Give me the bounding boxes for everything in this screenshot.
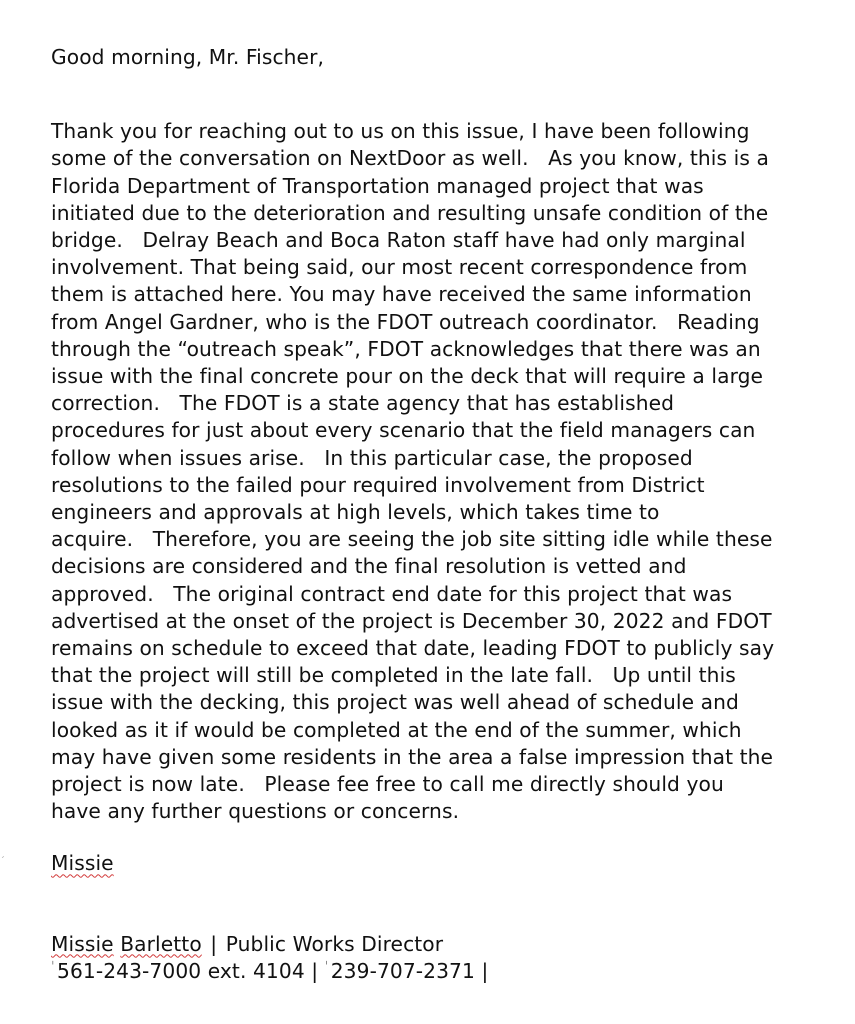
body-line: some of the conversation on NextDoor as well. As you know, this is a bbox=[51, 146, 769, 171]
body-line: them is attached here. You may have received the same information bbox=[51, 282, 752, 307]
phone-icon: ˈ bbox=[51, 959, 55, 975]
body-line: issue with the final concrete pour on the deck that will require a large bbox=[51, 364, 764, 389]
mobile-phone-icon: ˈ bbox=[324, 959, 329, 975]
body-line: approved. The original contract end date for this project that was bbox=[51, 581, 733, 606]
margin-artifact-icon: ˊ bbox=[0, 856, 5, 867]
body-line: procedures for just about every scenario that the field managers can bbox=[51, 418, 756, 443]
body-line: looked as it if would be completed at the end of the summer, which bbox=[51, 717, 742, 742]
body-line: engineers and approvals at high levels, which takes time to bbox=[51, 500, 660, 525]
signature-last-name: Barletto bbox=[120, 931, 202, 956]
body-line: that the project will still be completed in the late fall. Up until this bbox=[51, 663, 736, 688]
body-line: have any further questions or concerns. bbox=[51, 799, 460, 824]
body-line: through the “outreach speak”, FDOT acknowledges that there was an bbox=[51, 336, 761, 361]
body-line: from Angel Gardner, who is the FDOT outreach coordinator. Reading bbox=[51, 309, 760, 334]
body-line: Florida Department of Transportation managed project that was bbox=[51, 173, 704, 198]
office-phone[interactable]: 561-243-7000 ext. 4104 bbox=[57, 958, 305, 983]
body-line: project is now late. Please fee free to call me directly should you bbox=[51, 772, 724, 797]
signature-phone-line bbox=[51, 958, 841, 985]
signature-name-line bbox=[51, 931, 841, 958]
body-line: correction. The FDOT is a state agency that has established bbox=[51, 391, 675, 416]
phone-separator-trailing: | bbox=[481, 958, 489, 983]
signature-title: Public Works Director bbox=[225, 931, 444, 956]
body-line: initiated due to the deterioration and resulting unsafe condition of the bbox=[51, 200, 769, 225]
email-signature bbox=[51, 931, 841, 985]
body-line: follow when issues arise. In this particular case, the proposed bbox=[51, 445, 693, 470]
body-line: issue with the decking, this project was well ahead of schedule and bbox=[51, 690, 739, 715]
mobile-phone[interactable]: 239-707-2371 bbox=[330, 958, 475, 983]
greeting-line: Good morning, Mr. Fischer, bbox=[51, 45, 324, 69]
body-line: bridge. Delray Beach and Boca Raton staff have had only marginal bbox=[51, 228, 746, 253]
body-line: resolutions to the failed pour required involvement from District bbox=[51, 472, 705, 497]
body-line: decisions are considered and the final resolution is vetted and bbox=[51, 554, 687, 579]
body-line: involvement. That being said, our most recent correspondence from bbox=[51, 255, 748, 280]
phone-separator: | bbox=[311, 958, 319, 983]
body-line: may have given some residents in the area a false impression that the bbox=[51, 744, 774, 769]
closing-signoff bbox=[51, 850, 841, 877]
signature-separator: | bbox=[210, 931, 218, 956]
body-line: remains on schedule to exceed that date, leading FDOT to publicly say bbox=[51, 636, 775, 661]
body-line: acquire. Therefore, you are seeing the job site sitting idle while these bbox=[51, 527, 773, 552]
email-document bbox=[51, 44, 841, 985]
signature-first-name: Missie bbox=[51, 931, 114, 956]
body-line: Thank you for reaching out to us on this issue, I have been following bbox=[51, 119, 750, 144]
body-line: advertised at the onset of the project is December 30, 2022 and FDOT bbox=[51, 608, 772, 633]
message-body bbox=[51, 118, 841, 825]
closing-name: Missie bbox=[51, 851, 114, 876]
